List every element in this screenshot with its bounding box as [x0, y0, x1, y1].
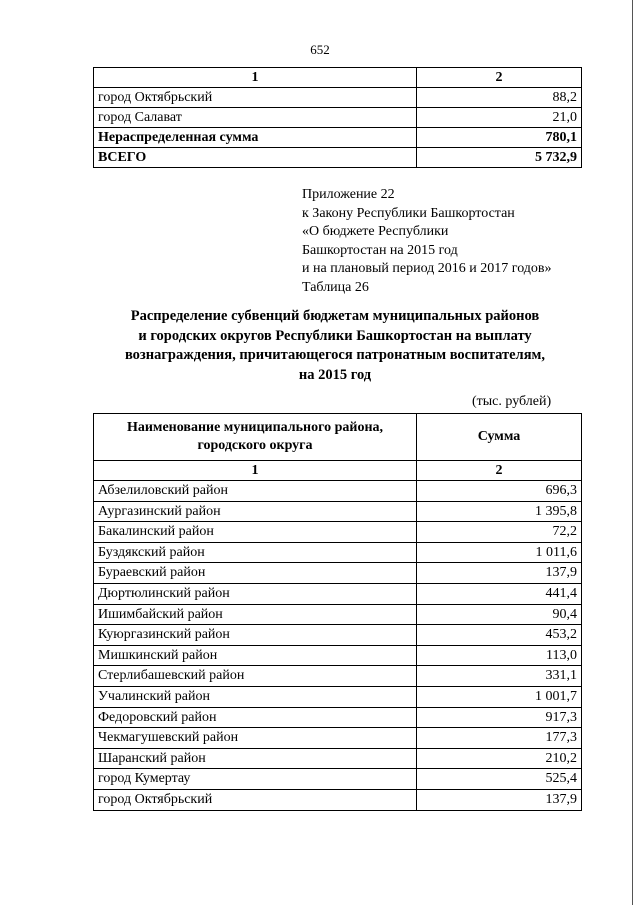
row-name: Чекмагушевский район	[94, 728, 417, 749]
row-value: 1 011,6	[417, 542, 582, 563]
row-value: 137,9	[417, 563, 582, 584]
header-name: Наименование муниципального района, городского округа	[94, 414, 417, 461]
row-value: 696,3	[417, 481, 582, 502]
row-name: Бураевский район	[94, 563, 417, 584]
table-row	[94, 88, 582, 108]
table-row	[94, 148, 582, 168]
table-row	[94, 522, 582, 543]
table-row	[94, 645, 582, 666]
appendix-line: Приложение 22	[302, 187, 395, 202]
table-row	[94, 108, 582, 128]
table-row	[94, 748, 582, 769]
row-name: Мишкинский район	[94, 645, 417, 666]
table-row	[94, 686, 582, 707]
row-name: Стерлибашевский район	[94, 666, 417, 687]
row-name: Куюргазинский район	[94, 625, 417, 646]
table-row	[94, 625, 582, 646]
continuation-table	[93, 67, 582, 168]
row-name: город Октябрьский	[94, 88, 417, 108]
row-name: Аургазинский район	[94, 501, 417, 522]
table-row	[94, 604, 582, 625]
title-line: вознаграждения, причитающегося патронатным воспитателям,	[124, 347, 546, 363]
row-value: 177,3	[417, 728, 582, 749]
row-name: город Салават	[94, 108, 417, 128]
column-number-1: 1	[94, 68, 417, 88]
row-value: 441,4	[417, 583, 582, 604]
row-value: 210,2	[417, 748, 582, 769]
row-name: Шаранский район	[94, 748, 417, 769]
document-title	[95, 307, 575, 385]
row-name: Федоровский район	[94, 707, 417, 728]
page-edge-line	[632, 0, 633, 905]
table-row	[94, 666, 582, 687]
table-row	[94, 481, 582, 502]
row-name: Нераспределенная сумма	[94, 128, 417, 148]
row-value: 72,2	[417, 522, 582, 543]
column-number-2: 2	[417, 68, 582, 88]
row-name: Абзелиловский район	[94, 481, 417, 502]
distribution-table	[93, 413, 582, 811]
column-number-1: 1	[94, 461, 417, 481]
title-line: Распределение субвенций бюджетам муниципальных районов	[130, 308, 540, 324]
row-value: 21,0	[417, 108, 582, 128]
column-number-2: 2	[417, 461, 582, 481]
row-name: город Октябрьский	[94, 789, 417, 810]
title-line: и городских округов Республики Башкортостан на выплату	[138, 327, 532, 344]
row-value: 90,4	[417, 604, 582, 625]
appendix-line: «О бюджете Республики	[302, 224, 449, 239]
table-row	[94, 128, 582, 148]
row-value: 525,4	[417, 769, 582, 790]
row-value: 917,3	[417, 707, 582, 728]
table-row	[94, 583, 582, 604]
table-row	[94, 707, 582, 728]
row-name: Учалинский район	[94, 686, 417, 707]
units-label: (тыс. рублей)	[472, 394, 552, 409]
page-number: 652	[310, 42, 330, 57]
row-value: 113,0	[417, 645, 582, 666]
table-number: Таблица 26	[302, 279, 369, 295]
table-row	[94, 501, 582, 522]
row-value: 137,9	[417, 789, 582, 810]
header-sum: Сумма	[417, 414, 582, 461]
row-name: Ишимбайский район	[94, 604, 417, 625]
row-name: ВСЕГО	[94, 148, 417, 168]
table-row	[94, 542, 582, 563]
appendix-line: Башкортостан на 2015 год	[302, 242, 458, 258]
table-row	[94, 728, 582, 749]
row-value: 5 732,9	[417, 148, 582, 168]
title-line: на 2015 год	[298, 366, 372, 383]
appendix-line: к Закону Республики Башкортостан	[302, 205, 515, 221]
row-name: Дюртюлинский район	[94, 583, 417, 604]
row-value: 453,2	[417, 625, 582, 646]
row-name: Бакалинский район	[94, 522, 417, 543]
table-row	[94, 769, 582, 790]
appendix-note	[302, 186, 552, 297]
row-value: 780,1	[417, 128, 582, 148]
row-name: город Кумертау	[94, 769, 417, 790]
row-value: 1 395,8	[417, 501, 582, 522]
table-row	[94, 563, 582, 584]
row-value: 1 001,7	[417, 686, 582, 707]
table-row	[94, 789, 582, 810]
row-value: 331,1	[417, 666, 582, 687]
appendix-line: и на плановый период 2016 и 2017 годов»	[302, 261, 552, 276]
row-value: 88,2	[417, 88, 582, 108]
row-name: Буздякский район	[94, 542, 417, 563]
